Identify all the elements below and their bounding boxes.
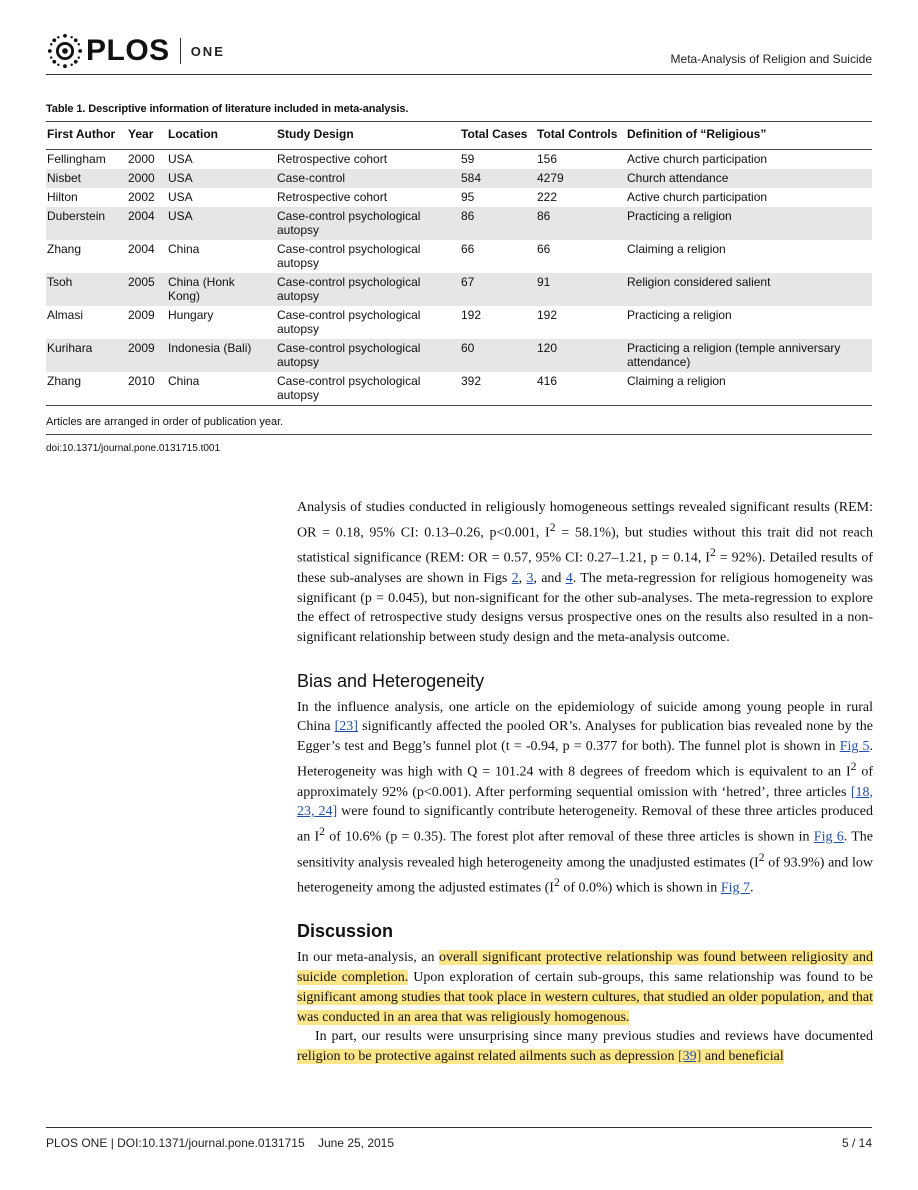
table-row xyxy=(46,188,872,207)
text-run: In part, our results were unsurprising since many previous studies and reviews have documented xyxy=(315,1029,873,1045)
cell-design: Case-control psychological autopsy xyxy=(276,372,460,406)
cell-location: Hungary xyxy=(168,308,214,322)
text-run: = 92%). Detailed results of these sub-analyses are shown in Figs xyxy=(297,550,873,586)
table-row xyxy=(46,306,872,339)
fig-2-link[interactable]: 2 xyxy=(511,570,519,586)
cell-design: Case-control psychological autopsy xyxy=(276,273,460,306)
running-title: Meta-Analysis of Religion and Suicide xyxy=(670,52,872,66)
table-header-row xyxy=(46,122,872,150)
superscript: 2 xyxy=(549,520,556,534)
cell-controls: 91 xyxy=(536,273,626,306)
cell-year: 2004 xyxy=(128,242,155,256)
table-doi: doi:10.1371/journal.pone.0131715.t001 xyxy=(46,443,221,454)
cell-author: Hilton xyxy=(47,190,78,204)
text-run: , and xyxy=(533,570,566,586)
footer-citation: PLOS ONE | DOI:10.1371/journal.pone.0131715 June 25, 2015 xyxy=(46,1136,395,1150)
highlighted-text[interactable]: significant among studies that took place in western cultures, that studied an older population, and that was conducted in an area that was religiously homogenous. xyxy=(297,989,873,1025)
cell-cases: 95 xyxy=(461,190,475,204)
cell-cases: 86 xyxy=(460,207,536,240)
journal-name: PLOS xyxy=(86,34,170,67)
cell-cases: 67 xyxy=(460,273,536,306)
text-run: of approximately 92% (p<0.001). After performing sequential omission with ‘hetred’, three articles xyxy=(297,764,873,800)
cell-controls: 4279 xyxy=(536,169,626,188)
col-header-definition: Definition of “Religious” xyxy=(626,122,872,150)
ref-23-link[interactable]: [23] xyxy=(334,719,358,735)
text-run: of 93.9%) and low heterogeneity among the adjusted estimates (I xyxy=(297,855,873,896)
table-row xyxy=(46,273,872,306)
highlighted-text[interactable]: and beneficial xyxy=(701,1049,784,1065)
cell-location: USA xyxy=(167,207,276,240)
cell-author: Almasi xyxy=(47,308,84,322)
article-body xyxy=(297,498,873,1067)
cell-controls: 222 xyxy=(537,190,558,204)
plos-logo-icon xyxy=(46,32,84,70)
journal-logo xyxy=(46,32,225,70)
cell-author: Zhang xyxy=(47,242,82,256)
cell-location: USA xyxy=(168,152,193,166)
cell-definition: Active church participation xyxy=(627,152,768,166)
fig-7-link[interactable]: Fig 7 xyxy=(720,880,750,896)
col-header-author: First Author xyxy=(46,122,127,150)
cell-design: Case-control psychological autopsy xyxy=(276,339,460,372)
cell-design: Retrospective cohort xyxy=(277,152,388,166)
superscript: 2 xyxy=(709,546,716,560)
cell-cases: 66 xyxy=(461,242,475,256)
cell-location: USA xyxy=(167,169,276,188)
logo-divider xyxy=(180,38,181,64)
text-run: In our meta-analysis, an xyxy=(297,950,439,966)
page-header xyxy=(46,30,872,75)
cell-location: China xyxy=(167,372,276,406)
paragraph-subanalysis xyxy=(297,498,873,648)
cell-year: 2000 xyxy=(127,169,167,188)
literature-table xyxy=(46,121,872,406)
table-caption: Table 1. Descriptive information of literature included in meta-analysis. xyxy=(46,103,409,115)
cell-author: Tsoh xyxy=(46,273,127,306)
table-row xyxy=(46,372,872,406)
page-footer xyxy=(46,1127,872,1150)
fig-6-link[interactable]: Fig 6 xyxy=(813,829,844,845)
superscript: 2 xyxy=(553,876,560,890)
col-header-design: Study Design xyxy=(276,122,460,150)
text-run: were found to significantly contribute heterogeneity. Removal of these three articles produced an I xyxy=(297,804,873,845)
cell-controls: 86 xyxy=(536,207,626,240)
cell-year: 2005 xyxy=(127,273,167,306)
cell-definition: Active church participation xyxy=(627,190,768,204)
cell-controls: 156 xyxy=(537,152,558,166)
cell-design: Case-control psychological autopsy xyxy=(276,207,460,240)
highlighted-text[interactable]: religion to be protective against related ailments such as depression xyxy=(297,1049,678,1065)
table-row xyxy=(46,150,872,170)
text-run: . The meta-regression for religious homogeneity was significant (p = 0.045), but non-significant for the other sub-analyses. The meta-regression to explore the effect of retrospective study designs versus prospective ones on the results also resulted in a non-significant relationship between study design and the meta-analysis outcome. xyxy=(297,570,874,646)
cell-location: USA xyxy=(168,190,193,204)
fig-4-link[interactable]: 4 xyxy=(565,570,573,586)
superscript: 2 xyxy=(319,825,325,839)
cell-year: 2000 xyxy=(128,152,155,166)
col-header-cases: Total Cases xyxy=(460,122,536,150)
col-header-year: Year xyxy=(127,122,167,150)
text-run: Upon exploration of certain sub-groups, this same relationship was found to be xyxy=(408,970,873,986)
cell-controls: 120 xyxy=(536,339,626,372)
cell-year: 2009 xyxy=(128,308,155,322)
cell-author: Kurihara xyxy=(46,339,127,372)
cell-definition: Practicing a religion xyxy=(626,207,872,240)
col-header-controls: Total Controls xyxy=(536,122,626,150)
cell-cases: 59 xyxy=(461,152,475,166)
fig-5-link[interactable]: Fig 5 xyxy=(839,739,870,755)
table-1 xyxy=(46,103,872,454)
text-run: of 0.0%) which is shown in xyxy=(559,880,721,896)
text-run: Analysis of studies conducted in religiously homogeneous settings revealed significant results (REM: OR = 0.18, 95% CI: 0.13–0.26, p<0.001, I xyxy=(297,500,873,541)
cell-year: 2009 xyxy=(127,339,167,372)
paragraph-discussion-1 xyxy=(297,948,873,1027)
cell-year: 2004 xyxy=(127,207,167,240)
cell-controls: 192 xyxy=(537,308,558,322)
page-number: 5 / 14 xyxy=(841,1136,872,1150)
col-header-location: Location xyxy=(167,122,276,150)
cell-cases: 392 xyxy=(460,372,536,406)
cell-author: Duberstein xyxy=(46,207,127,240)
cell-cases: 584 xyxy=(460,169,536,188)
cell-location: Indonesia (Bali) xyxy=(167,339,276,372)
cell-definition: Claiming a religion xyxy=(627,242,726,256)
cell-year: 2002 xyxy=(128,190,155,204)
cell-year: 2010 xyxy=(127,372,167,406)
text-run: . The sensitivity analysis revealed high heterogeneity among the unadjusted estimates (I xyxy=(297,829,873,871)
text-run: , xyxy=(518,570,527,586)
cell-author: Nisbet xyxy=(46,169,127,188)
text-run: In the influence analysis, one article on the epidemiology of suicide among young people in rural China xyxy=(297,699,873,735)
cell-controls: 416 xyxy=(536,372,626,406)
ref-39-link[interactable]: [39] xyxy=(678,1049,702,1065)
text-run: of 10.6% (p = 0.35). The forest plot after removal of these three articles is shown in xyxy=(324,829,814,845)
cell-location: China xyxy=(168,242,200,256)
text-run: . xyxy=(750,880,754,896)
table-row xyxy=(46,169,872,188)
text-run: = 58.1%), but studies without this trait did not reach statistical significance (REM: OR = 0.57, 95% CI: 0.27–1.21, p = 0.14, I xyxy=(297,525,874,566)
cell-cases: 192 xyxy=(461,308,482,322)
heading-bias-heterogeneity: Bias and Heterogeneity xyxy=(297,670,485,691)
paragraph-discussion-2 xyxy=(297,1027,873,1067)
text-run: significantly affected the pooled OR’s. Analyses for publication bias revealed none by the Egger’s test and Begg’s funnel plot (t = -0.94, p = 0.377 for both). The funnel plot is shown in xyxy=(297,719,873,755)
cell-author: Fellingham xyxy=(47,152,106,166)
cell-controls: 66 xyxy=(537,242,551,256)
cell-definition: Practicing a religion (temple anniversary attendance) xyxy=(626,339,872,372)
cell-design: Case-control psychological autopsy xyxy=(277,308,421,336)
table-row xyxy=(46,207,872,240)
highlighted-text[interactable]: overall significant protective relationship was found between religiosity and suicide completion. xyxy=(297,950,873,986)
cell-design: Retrospective cohort xyxy=(277,190,388,204)
table-footnote: Articles are arranged in order of publication year. xyxy=(46,416,872,435)
superscript: 2 xyxy=(850,760,857,774)
journal-sub: ONE xyxy=(190,43,225,59)
cell-definition: Church attendance xyxy=(626,169,872,188)
cell-design: Case-control xyxy=(276,169,460,188)
table-body xyxy=(46,150,872,406)
text-run: . Heterogeneity was high with Q = 101.24 with 8 degrees of freedom which is equivalent to an I xyxy=(297,739,873,780)
cell-definition: Claiming a religion xyxy=(626,372,872,406)
refs-18-23-24-link[interactable]: [18, 23, 24] xyxy=(297,784,873,820)
heading-discussion: Discussion xyxy=(297,921,394,942)
paragraph-bias xyxy=(297,698,873,899)
table-row xyxy=(46,240,872,273)
cell-definition: Practicing a religion xyxy=(627,308,732,322)
fig-3-link[interactable]: 3 xyxy=(526,570,534,586)
table-row xyxy=(46,339,872,372)
cell-location: China (Honk Kong) xyxy=(167,273,276,306)
superscript: 2 xyxy=(758,850,765,864)
cell-author: Zhang xyxy=(46,372,127,406)
cell-cases: 60 xyxy=(460,339,536,372)
cell-definition: Religion considered salient xyxy=(626,273,872,306)
cell-design: Case-control psychological autopsy xyxy=(277,242,421,270)
